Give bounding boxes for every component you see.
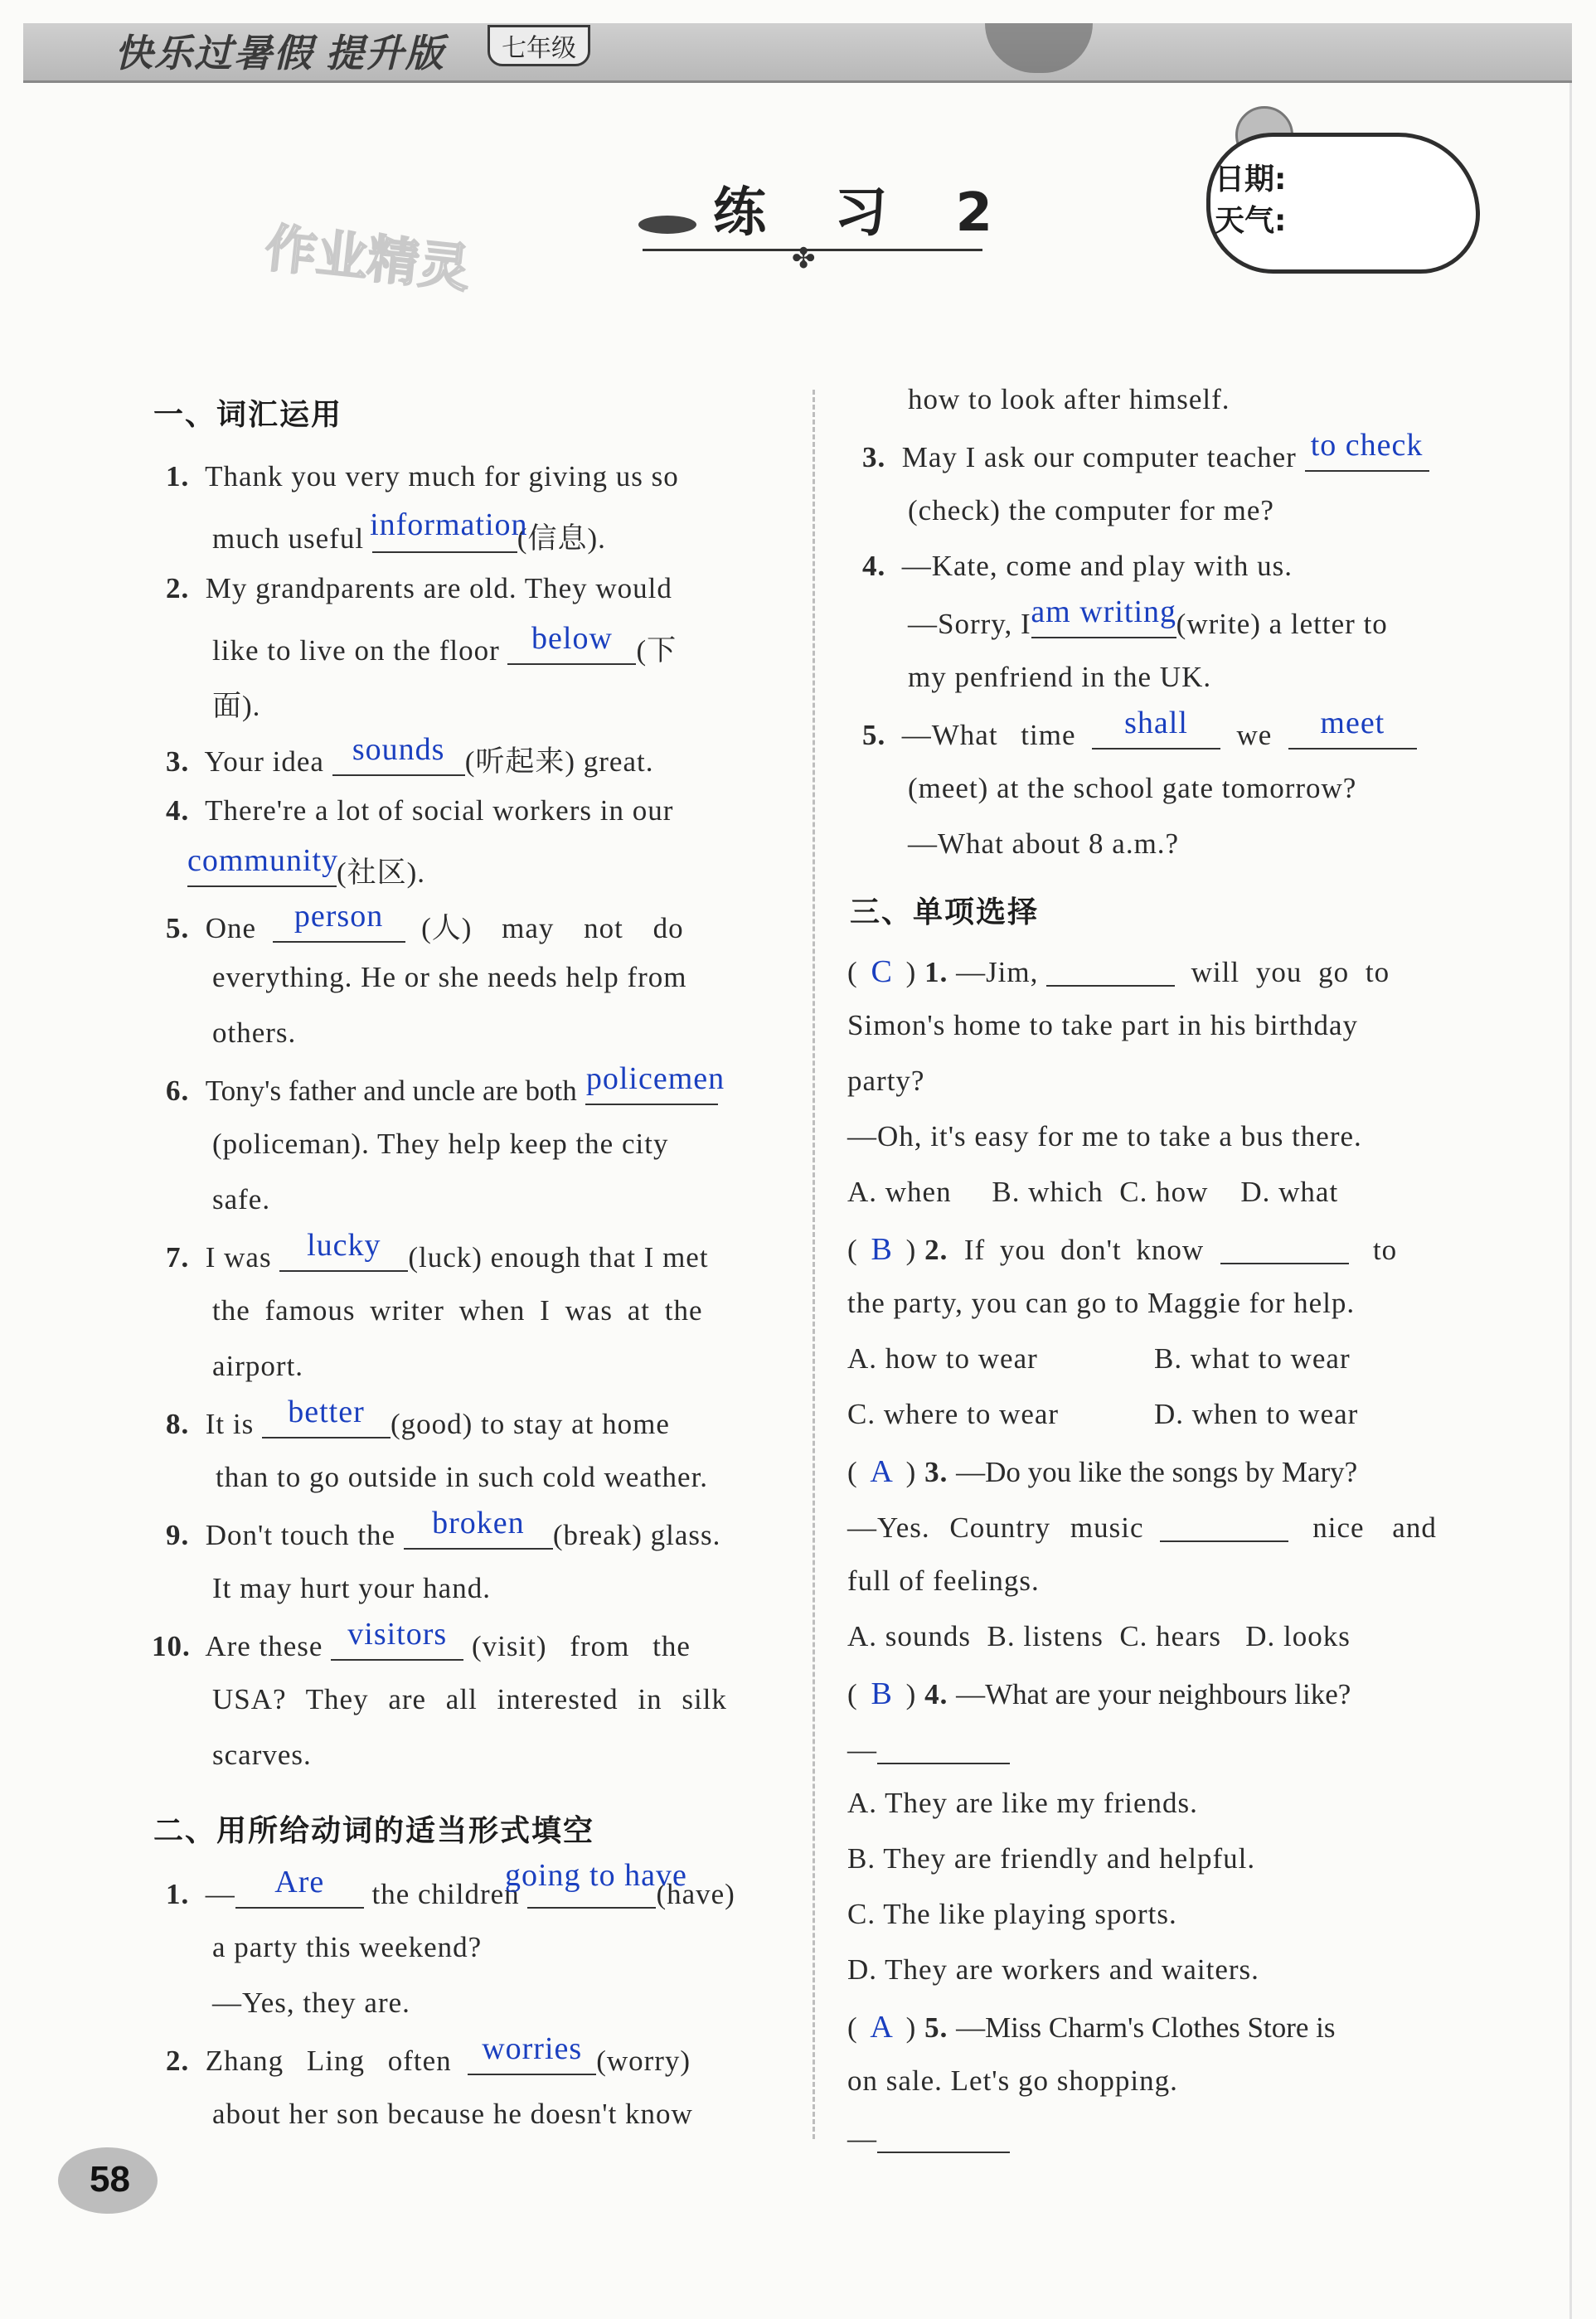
answer-text: am writing bbox=[1031, 594, 1177, 629]
s1-q2-line2: like to live on the floor below (下 bbox=[212, 621, 677, 667]
answer-text: person bbox=[293, 899, 384, 934]
s1-q9-line2: It may hurt your hand. bbox=[212, 1572, 491, 1604]
s1-q7-line3: airport. bbox=[212, 1350, 304, 1382]
s3-q4-line2: — bbox=[847, 1731, 1010, 1767]
s1-q6-line1: 6. Tony's father and uncle are both policemen bbox=[166, 1072, 718, 1108]
choice-answer[interactable]: B bbox=[871, 1232, 893, 1267]
answer-blank[interactable] bbox=[235, 1865, 364, 1909]
grade-badge: 七年级 bbox=[488, 25, 590, 66]
s1-q7-line1: 7. I was lucky (luck) enough that I met bbox=[166, 1228, 709, 1274]
s3-q1-line2: Simon's home to take part in his birthday bbox=[847, 1009, 1358, 1041]
s2-q2-line2: about her son because he doesn't know bbox=[212, 2098, 693, 2130]
answer-text: lucky bbox=[307, 1228, 381, 1263]
answer-blank[interactable] bbox=[279, 1228, 408, 1272]
s1-q5-line2: everything. He or she needs help from bbox=[212, 961, 687, 993]
answer-text: sounds bbox=[352, 732, 445, 767]
header-band bbox=[23, 23, 1572, 83]
answer-blank[interactable] bbox=[262, 1395, 391, 1438]
s3-q1-line3: party? bbox=[847, 1065, 925, 1097]
column-divider bbox=[813, 390, 815, 2139]
s1-q8-line1: 8. It is better (good) to stay at home bbox=[166, 1395, 670, 1440]
s1-q9-line1: 9. Don't touch the broken (break) glass. bbox=[166, 1506, 721, 1551]
s3-q3-line2: —Yes. Country music nice and bbox=[847, 1509, 1437, 1545]
answer-blank[interactable] bbox=[1305, 428, 1429, 472]
bird-icon bbox=[638, 216, 696, 234]
s3-q2-opt-cd: C. where to wear D. when to wear bbox=[847, 1398, 1359, 1430]
date-label: 日期: bbox=[1215, 163, 1287, 196]
choice-answer[interactable]: A bbox=[870, 2010, 894, 2045]
answer-blank[interactable] bbox=[505, 1858, 687, 1909]
page-edge bbox=[1569, 83, 1572, 2319]
answer-blank[interactable] bbox=[877, 2120, 1010, 2153]
answer-text: shall bbox=[1124, 706, 1188, 740]
series-title: 快乐过暑假 提升版 bbox=[114, 32, 445, 75]
answer-text: information bbox=[370, 507, 528, 542]
s2-q2-line3: how to look after himself. bbox=[908, 383, 1230, 415]
s2-q4-line3: my penfriend in the UK. bbox=[908, 661, 1212, 693]
page-number: 58 bbox=[58, 2147, 158, 2214]
s3-q4-opt-b: B. They are friendly and helpful. bbox=[847, 1842, 1256, 1875]
answer-blank[interactable] bbox=[273, 899, 405, 943]
s2-q3-line2: (check) the computer for me? bbox=[908, 494, 1274, 526]
s1-q1-line1: 1. Thank you very much for giving us so bbox=[166, 460, 679, 492]
s3-q4-line1: ( B ) 4. —What are your neighbours like? bbox=[847, 1676, 1351, 1711]
answer-blank[interactable] bbox=[1160, 1509, 1288, 1542]
answer-blank[interactable] bbox=[331, 1617, 463, 1661]
answer-blank[interactable] bbox=[404, 1506, 553, 1550]
header-decoration-icon bbox=[985, 23, 1093, 73]
choice-answer[interactable]: B bbox=[871, 1676, 893, 1711]
s3-q4-opt-d: D. They are workers and waiters. bbox=[847, 1953, 1259, 1986]
s1-q3-line1: 3. Your idea sounds (听起来) great. bbox=[166, 732, 654, 778]
answer-blank[interactable] bbox=[877, 1731, 1010, 1764]
s1-q1-line2: much useful information (信息). bbox=[212, 507, 606, 555]
page-title: 练 习 2 bbox=[713, 182, 1018, 244]
s1-q2-line1: 2. My grandparents are old. They would bbox=[166, 572, 672, 604]
answer-text: going to have bbox=[505, 1858, 687, 1893]
s1-q10-line1: 10. Are these visitors (visit) from the bbox=[152, 1617, 691, 1662]
s3-q5-line3: — bbox=[847, 2120, 1010, 2156]
s1-q7-line2: the famous writer when I was at the bbox=[212, 1294, 703, 1327]
answer-blank[interactable] bbox=[370, 507, 528, 553]
answer-text: below bbox=[531, 621, 613, 656]
answer-text: community bbox=[187, 843, 339, 878]
answer-blank[interactable] bbox=[1092, 706, 1220, 750]
s2-q1-line2: a party this weekend? bbox=[212, 1931, 483, 1963]
s1-q10-line3: scarves. bbox=[212, 1739, 312, 1771]
answer-text: Are bbox=[274, 1865, 325, 1899]
s3-q3-line1: ( A ) 3. —Do you like the songs by Mary? bbox=[847, 1454, 1358, 1489]
s2-q5-line1: 5. —What time shall we meet bbox=[862, 716, 1417, 752]
section1-heading: 一、词汇运用 bbox=[153, 398, 343, 432]
section3-heading: 三、单项选择 bbox=[850, 895, 1040, 929]
s1-q4-line2: community (社区). bbox=[187, 843, 426, 889]
answer-blank[interactable] bbox=[585, 1061, 725, 1105]
s3-q1-line4: —Oh, it's easy for me to take a bus there. bbox=[847, 1120, 1362, 1152]
answer-blank[interactable] bbox=[1046, 953, 1175, 987]
s2-q1-line1: 1. — Are the children going to have (have) bbox=[166, 1858, 735, 1910]
s3-q3-line3: full of feelings. bbox=[847, 1565, 1040, 1597]
s3-q1-line1: ( C ) 1. —Jim, will you go to bbox=[847, 954, 1390, 989]
answer-text: visitors bbox=[347, 1617, 448, 1652]
s1-q5-line1: 5. One person (人) may not do bbox=[166, 899, 684, 944]
answer-text: policemen bbox=[585, 1061, 725, 1096]
watermark: 作业精灵 bbox=[262, 217, 473, 299]
s2-q3-line1: 3. May I ask our computer teacher to check bbox=[862, 439, 1429, 474]
s2-q1-line3: —Yes, they are. bbox=[212, 1987, 410, 2019]
s1-q2-line3: 面). bbox=[212, 690, 261, 722]
answer-blank[interactable] bbox=[1220, 1231, 1349, 1264]
choice-answer[interactable]: A bbox=[870, 1454, 894, 1489]
choice-answer[interactable]: C bbox=[871, 954, 893, 989]
s2-q5-line3: —What about 8 a.m.? bbox=[908, 827, 1180, 860]
s1-q10-line2: USA? They are all interested in silk bbox=[212, 1683, 727, 1715]
s3-q2-line1: ( B ) 2. If you don't know to bbox=[847, 1232, 1398, 1267]
answer-text: worries bbox=[482, 2031, 583, 2066]
answer-text: better bbox=[288, 1395, 365, 1429]
s3-q5-line1: ( A ) 5. —Miss Charm's Clothes Store is bbox=[847, 2010, 1336, 2045]
answer-blank[interactable] bbox=[332, 732, 465, 776]
s2-q2-line1: 2. Zhang Ling often worries (worry) bbox=[166, 2031, 691, 2077]
answer-blank[interactable] bbox=[507, 621, 636, 665]
section2-heading: 二、用所给动词的适当形式填空 bbox=[153, 1814, 595, 1848]
s2-q5-line2: (meet) at the school gate tomorrow? bbox=[908, 772, 1357, 804]
answer-blank[interactable] bbox=[468, 2031, 596, 2075]
s2-q4-line2: —Sorry, I am writing (write) a letter to bbox=[908, 594, 1388, 640]
s3-q5-line2: on sale. Let's go shopping. bbox=[847, 2064, 1178, 2097]
s2-q4-line1: 4. —Kate, come and play with us. bbox=[862, 550, 1293, 582]
answer-blank[interactable] bbox=[1288, 706, 1417, 750]
weather-label: 天气: bbox=[1215, 204, 1287, 238]
ornament-icon: ✤ bbox=[792, 242, 816, 275]
s3-q4-opt-a: A. They are like my friends. bbox=[847, 1787, 1198, 1819]
s3-q3-options: A. sounds B. listens C. hears D. looks bbox=[847, 1620, 1351, 1652]
s3-q2-line2: the party, you can go to Maggie for help. bbox=[847, 1287, 1356, 1319]
s1-q5-line3: others. bbox=[212, 1016, 297, 1049]
s1-q6-line3: safe. bbox=[212, 1183, 271, 1215]
answer-text: meet bbox=[1320, 706, 1385, 740]
s3-q1-options: A. when B. which C. how D. what bbox=[847, 1176, 1339, 1208]
answer-blank[interactable] bbox=[1031, 594, 1177, 638]
s3-q2-opt-ab: A. how to wear B. what to wear bbox=[847, 1342, 1351, 1375]
s3-q4-opt-c: C. The like playing sports. bbox=[847, 1898, 1177, 1930]
s1-q6-line2: (policeman). They help keep the city bbox=[212, 1128, 669, 1160]
answer-text: broken bbox=[432, 1506, 525, 1540]
s1-q4-line1: 4. There're a lot of social workers in our bbox=[166, 794, 674, 827]
s1-q8-line2: than to go outside in such cold weather. bbox=[216, 1461, 709, 1493]
answer-text: to check bbox=[1310, 428, 1424, 463]
